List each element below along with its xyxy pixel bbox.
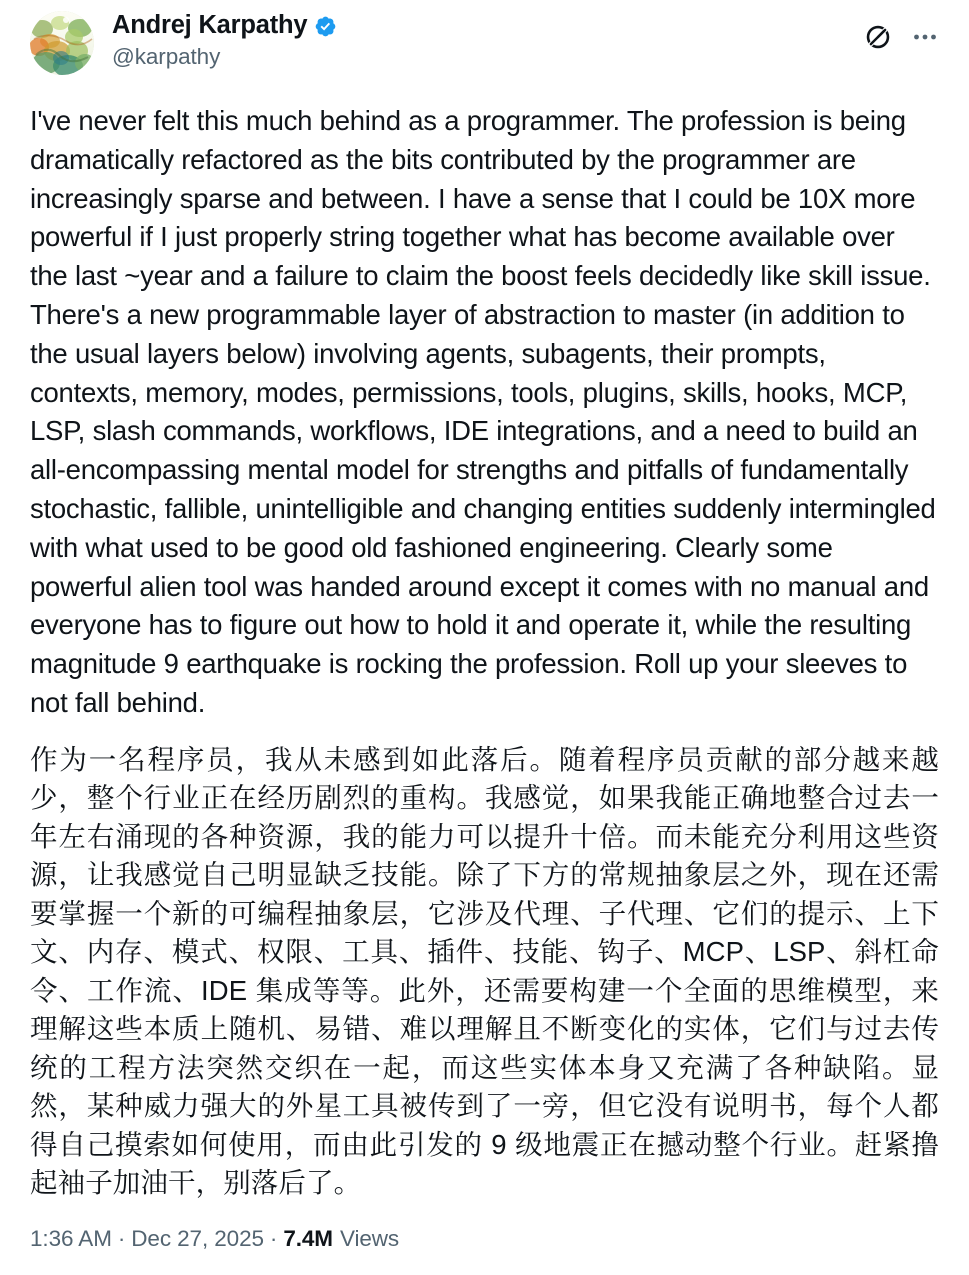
author-identity <box>112 10 337 70</box>
tweet-text-chinese: 作为一名程序员，我从未感到如此落后。随着程序员贡献的部分越来越少，整个行业正在经历剧烈的重构。我感觉，如果我能正确地整合过去一年左右涌现的各种资源，我的能力可以提升十倍。而未能充分利用这些资源，让我感觉自己明显缺乏技能。除了下方的常规抽象层之外，现在还需要掌握一个新的可编程抽象层，它涉及代理、子代理、它们的提示、上下文、内存、模式、权限、工具、插件、技能、钩子、MCP、LSP、斜杠命令、工作流、IDE 集成等等。此外，还需要构建一个全面的思维模型，来理解这些本质上随机、易错、难以理解且不断变化的实体，它们与过去传统的工程方法突然交织在一起，而这些实体本身又充满了各种缺陷。显然，某种威力强大的外星工具被传到了一旁，但它没有说明书，每个人都得自己摸索如何使用，而由此引发的 9 级地震正在撼动整个行业。赶紧撸起袖子加油干，别落后了。 <box>30 743 939 1199</box>
verified-badge-icon[interactable] <box>314 15 337 38</box>
footer-separator-2: · <box>269 1225 278 1251</box>
grok-icon[interactable] <box>865 24 891 50</box>
tweet-body <box>30 88 939 1203</box>
tweet-header <box>30 0 939 88</box>
views-label[interactable]: Views <box>339 1225 400 1251</box>
avatar[interactable] <box>30 11 94 75</box>
avatar-image <box>30 11 94 75</box>
post-time: 1:36 AM <box>30 1225 112 1251</box>
author-handle[interactable]: @karpathy <box>112 44 221 70</box>
tweet-footer <box>30 1203 939 1275</box>
tweet-text-english: I've never felt this much behind as a programmer. The profession is being dramatically refactored as the bits contributed by the programmer are increasingly sparse and between. I have a sense that I could be 10X more powerful if I just properly string together what has become available over the last ~year and a failure to claim the boost feels decidedly like skill issue. There's a new programmable layer of abstraction to master (in addition to the usual layers below) involving agents, subagents, their prompts, contexts, memory, modes, permissions, tools, plugins, skills, hooks, MCP, LSP, slash commands, workflows, IDE integrations, and a need to build an all-encompassing mental model for strengths and pitfalls of fundamentally stochastic, fallible, unintelligible and changing entities suddenly intermingled with what used to be good old fashioned engineering. Clearly some powerful alien tool was handed around except it comes with no manual and everyone has to figure out how to hold it and operate it, while the resulting magnitude 9 earthquake is rocking the profession. Roll up your sleeves to not fall behind. <box>30 105 936 718</box>
more-options-icon[interactable] <box>911 24 939 50</box>
header-actions <box>865 10 939 50</box>
author-display-name[interactable]: Andrej Karpathy <box>112 11 308 39</box>
author-name-row <box>112 11 337 39</box>
views-count[interactable]: 7.4M <box>283 1225 333 1251</box>
footer-separator-1: · <box>117 1225 126 1251</box>
post-date: Dec 27, 2025 <box>131 1225 264 1251</box>
